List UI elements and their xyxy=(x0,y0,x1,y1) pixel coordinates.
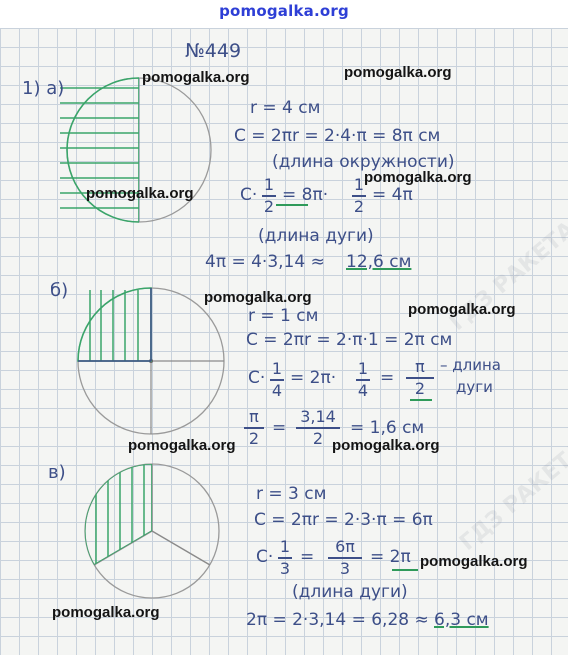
part-c-label: в) xyxy=(48,462,66,483)
part-b-note-2: дуги xyxy=(456,378,493,396)
part-a-label: 1) а) xyxy=(22,78,65,99)
part-a-arc-result: = 4π xyxy=(372,185,413,205)
part-b-circumference: C = 2πr = 2·π·1 = 2π см xyxy=(246,330,453,350)
watermark: pomogalka.org xyxy=(86,185,194,202)
part-b-arc-left: C· xyxy=(248,368,266,388)
watermark: pomogalka.org xyxy=(408,301,516,318)
part-b-eq-2: = xyxy=(272,418,287,438)
circle-b xyxy=(78,288,224,434)
part-a-note: (длина окружности) xyxy=(272,152,455,172)
part-b-eq: = xyxy=(380,368,395,388)
part-b-note-1: – длина xyxy=(440,356,501,374)
part-c-arc-result: = 2π xyxy=(370,547,411,567)
part-a-radius: r = 4 см xyxy=(250,98,321,118)
part-c-eq: = xyxy=(300,547,315,567)
watermark: pomogalka.org xyxy=(128,437,236,454)
fraction: 1 2 xyxy=(263,175,275,216)
part-a-circumference: C = 2πr = 2·4·π = 8π см xyxy=(234,126,441,146)
fraction: π 2 xyxy=(406,358,434,398)
part-c-circumference: C = 2πr = 2·3·π = 6π xyxy=(254,510,433,530)
watermark: pomogalka.org xyxy=(332,437,440,454)
part-a-arc-mid: = 8π· xyxy=(282,185,329,205)
task-number: №449 xyxy=(185,40,242,62)
watermark: pomogalka.org xyxy=(420,553,528,570)
watermark: pomogalka.org xyxy=(344,64,452,81)
part-c-radius: r = 3 см xyxy=(256,484,327,504)
part-a-arc-left: C· xyxy=(240,185,258,205)
part-a-calc: 4π = 4·3,14 ≈ xyxy=(205,252,325,272)
part-b-label: б) xyxy=(50,280,69,301)
part-c-arc-left: C· xyxy=(256,547,274,567)
fraction: π 2 xyxy=(244,408,264,448)
circle-c xyxy=(85,464,219,598)
watermark: pomogalka.org xyxy=(364,169,472,186)
part-b-answer: = 1,6 см xyxy=(350,418,425,438)
part-b-arc-mid: = 2π· xyxy=(290,368,337,388)
part-a-answer: 12,6 см xyxy=(346,252,412,272)
watermark: pomogalka.org xyxy=(142,69,250,86)
fraction: 3,14 2 xyxy=(296,408,340,448)
part-c-calc: 2π = 2·3,14 = 6,28 ≈ xyxy=(246,610,429,630)
watermark: pomogalka.org xyxy=(204,289,312,306)
fraction: 1 3 xyxy=(279,537,291,578)
fraction: 6π 3 xyxy=(328,538,362,578)
part-c-answer: 6,3 см xyxy=(434,610,489,630)
part-b-radius: r = 1 см xyxy=(248,306,319,326)
fraction: 1 4 xyxy=(357,359,369,400)
fraction: 1 2 xyxy=(353,175,365,216)
part-c-arc-note: (длина дуги) xyxy=(292,582,408,602)
part-a-arc-note: (длина дуги) xyxy=(258,226,374,246)
watermark: pomogalka.org xyxy=(52,604,160,621)
fraction: 1 4 xyxy=(271,359,283,400)
top-watermark: pomogalka.org xyxy=(219,2,349,20)
